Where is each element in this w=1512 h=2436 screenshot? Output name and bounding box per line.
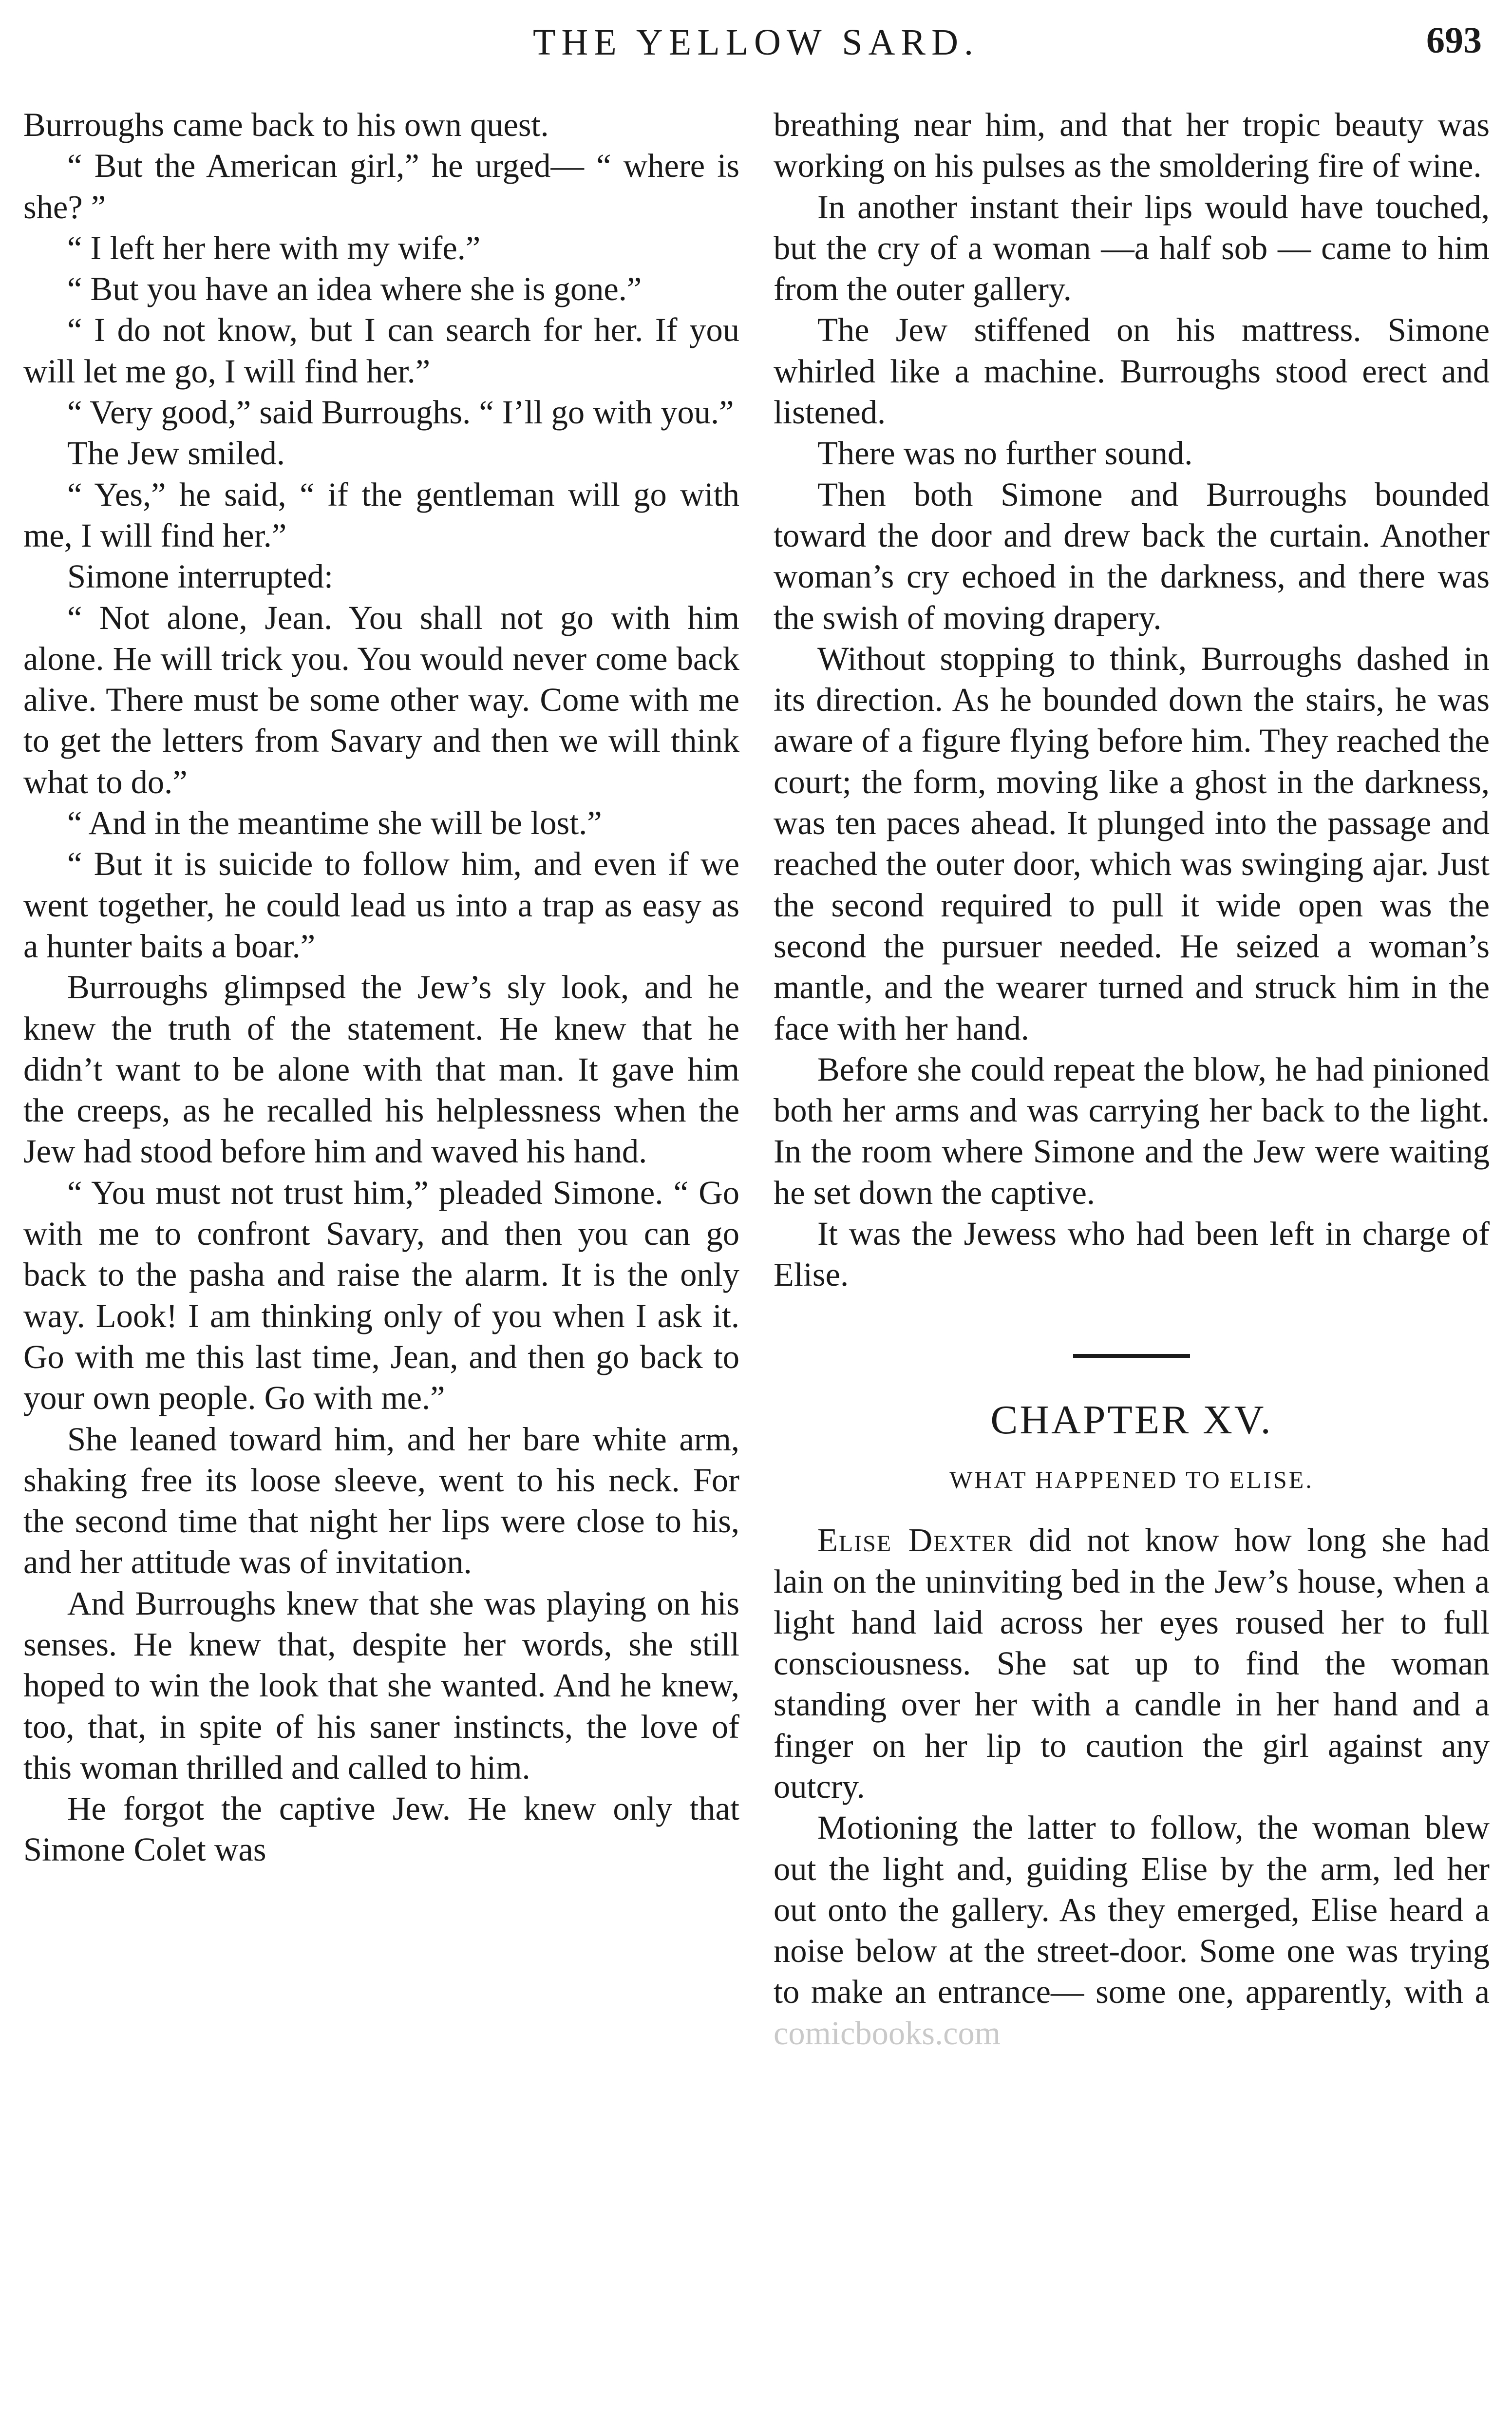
paragraph: Simone interrupted: xyxy=(67,558,333,595)
paragraph: The Jew smiled. xyxy=(67,435,285,472)
paragraph: “ And in the meantime she will be lost.” xyxy=(67,804,602,842)
paragraph: “ Yes,” he said, “ if the gentleman will go with me, I will find her.” xyxy=(23,476,739,554)
paragraph: “ I left her here with my wife.” xyxy=(67,229,481,266)
paragraph: She leaned toward him, and her bare white arm, shaking free its loose sleeve, went to his neck. For the second time that night her lips were close to his, and her attitude was of invitation. xyxy=(23,1420,739,1581)
paragraph: Without stopping to think, Burroughs dashed in its direction. As he bounded down the stairs, he was aware of a figure flying before him. They reached the court; the form, moving like a ghost in the darkness, was ten paces ahead. It plunged into the passage and reached the outer door, which was swinging ajar. Just the second required to pull it wide open was the second the pursuer needed. He seized a woman’s mantle, and the wearer turned and struck him in the face with her hand. xyxy=(774,640,1490,1047)
paragraph: There was no further sound. xyxy=(817,435,1193,472)
paragraph: “ I do not know, but I can search for her. If you will let me go, I will find her.” xyxy=(23,311,739,390)
paragraph: The Jew stiffened on his mattress. Simone whirled like a machine. Burroughs stood erect and listened. xyxy=(774,311,1490,431)
section-divider xyxy=(1073,1354,1190,1358)
paragraph: “ But it is suicide to follow him, and even if we went together, he could lead us into a trap as easy as a hunter baits a boar.” xyxy=(23,845,739,965)
watermark-text: comicbooks.com xyxy=(774,2014,1001,2052)
paragraph: “ But you have an idea where she is gone.” xyxy=(67,270,642,308)
chapter-heading: CHAPTER XV. xyxy=(990,1397,1273,1443)
paragraph xyxy=(774,1807,1490,2054)
paragraph-text: Motioning the latter to follow, the woman blew out the light and, guiding Elise by the arm, led her out onto the gallery. As they emerged, Elise heard a noise below at the street-door. Some one was trying to make an entrance— some one, apparently, with a xyxy=(774,1809,1490,2011)
paragraph: “ You must not trust him,” pleaded Simone. “ Go with me to confront Savary, and then you can go back to the pasha and raise the alarm. It is the only way. Look! I am thinking only of you when I ask it. Go with me this last time, Jean, and then go back to your own people. Go with me.” xyxy=(23,1174,739,1417)
paragraph: Then both Simone and Burroughs bounded toward the door and drew back the curtain. Another woman’s cry echoed in the darkness, and there was the swish of moving drapery. xyxy=(774,476,1490,636)
running-title: THE YELLOW SARD. xyxy=(532,22,980,63)
paragraph: Before she could repeat the blow, he had pinioned both her arms and was carrying her back to the light. In the room where Simone and the Jew were waiting he set down the captive. xyxy=(774,1050,1490,1211)
opening-text: did not know how long she had lain on the uninviting bed in the Jew’s house, when a light hand laid across her eyes roused her to full consciousness. She sat up to find the woman standing over her with a candle in her hand and a finger on her lip to caution the girl against any outcry. xyxy=(774,1522,1490,1805)
paragraph: In another instant their lips would have touched, but the cry of a woman —a half sob — came to him from the outer gallery. xyxy=(774,188,1490,308)
paragraph: “ Not alone, Jean. You shall not go with him alone. He will trick you. You would never come back alive. There must be some other way. Come with me to get the letters from Savary and then we will think what to do.” xyxy=(23,599,739,800)
paragraph-continuation: breathing near him, and that her tropic beauty was working on his pulses as the smoldering fire of wine. xyxy=(774,106,1490,185)
paragraph: And Burroughs knew that she was playing on his senses. He knew that, despite her words, she still hoped to win the look that she wanted. And he knew, too, that, in spite of his saner instincts, the love of this woman thrilled and called to him. xyxy=(23,1584,739,1786)
paragraph: It was the Jewess who had been left in charge of Elise. xyxy=(774,1215,1490,1294)
page-number: 693 xyxy=(1426,20,1482,61)
paragraph: “ But the American girl,” he urged— “ where is she? ” xyxy=(23,147,739,226)
right-column xyxy=(774,104,1490,2054)
paragraph: He forgot the captive Jew. He knew only that Simone Colet was xyxy=(23,1790,739,1868)
opening-smallcaps: Elise Dexter xyxy=(817,1522,1014,1559)
running-header xyxy=(0,12,1512,85)
chapter-opening-paragraph xyxy=(774,1520,1490,1807)
paragraph: Burroughs glimpsed the Jew’s sly look, and he knew the truth of the statement. He knew that he didn’t want to be alone with that man. It gave him the creeps, as he recalled his helplessness when the Jew had stood before him and waved his hand. xyxy=(23,969,739,1170)
paragraph: Burroughs came back to his own quest. xyxy=(23,106,549,143)
paragraph: “ Very good,” said Burroughs. “ I’ll go with you.” xyxy=(67,394,734,431)
left-column xyxy=(23,104,739,1870)
chapter-subtitle: WHAT HAPPENED TO ELISE. xyxy=(949,1465,1314,1493)
